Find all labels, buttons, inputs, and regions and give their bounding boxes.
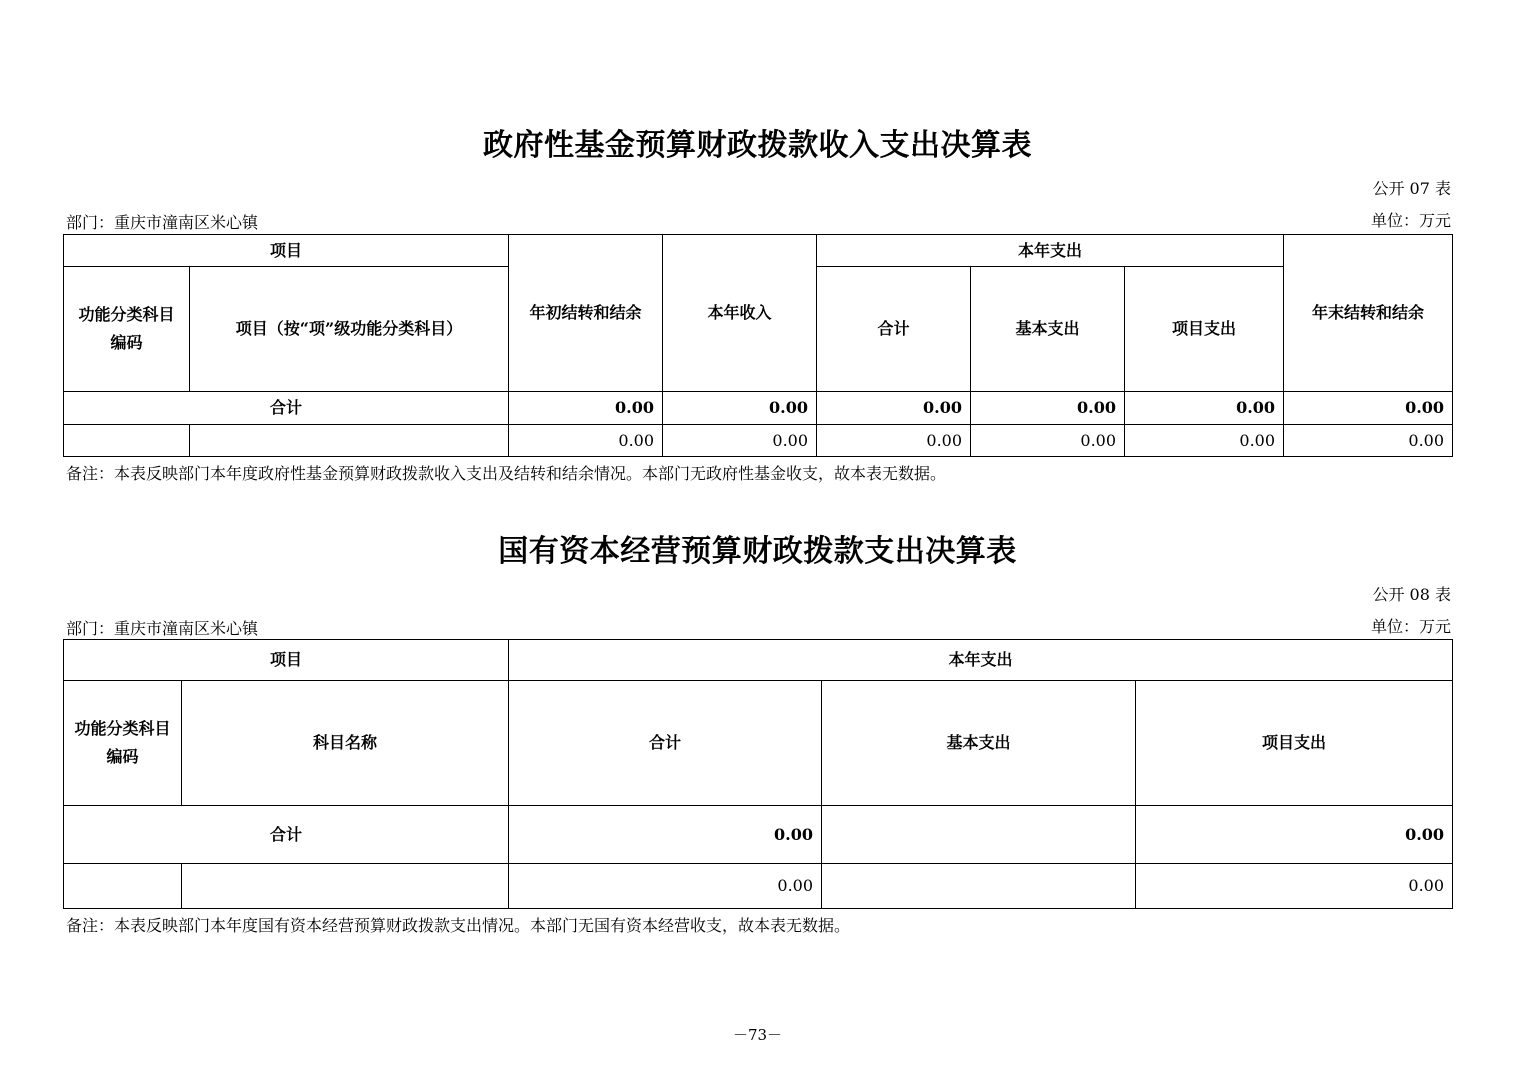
t1-header-project: 项目支出 [1125, 267, 1284, 392]
table2-department: 部门：重庆市潼南区米心镇 [66, 619, 259, 638]
t1-header-func-code: 功能分类科目编码 [64, 267, 190, 392]
t1-header-expense: 本年支出 [817, 235, 1284, 267]
t1-total-basic: 0.00 [971, 392, 1125, 425]
t2-header-expense: 本年支出 [509, 640, 1453, 681]
t1-header-item-name: 项目（按“项”级功能分类科目） [190, 267, 509, 392]
t1-total-project: 0.00 [1125, 392, 1284, 425]
t1-header-end-balance: 年末结转和结余 [1284, 235, 1453, 392]
t2-header-func-code: 功能分类科目编码 [64, 681, 182, 806]
t1-total-income: 0.00 [663, 392, 817, 425]
t2-header-basic: 基本支出 [822, 681, 1136, 806]
t1-header-total: 合计 [817, 267, 971, 392]
t1-header-basic: 基本支出 [971, 267, 1125, 392]
t1-row-basic: 0.00 [971, 425, 1125, 457]
table1-title: 政府性基金预算财政拨款收入支出决算表 [483, 128, 1032, 163]
t2-header-total: 合计 [509, 681, 822, 806]
t1-total-row [64, 392, 1453, 425]
t2-header-project: 项目支出 [1136, 681, 1453, 806]
table1-department: 部门：重庆市潼南区米心镇 [66, 213, 259, 232]
table2-title: 国有资本经营预算财政拨款支出决算表 [498, 534, 1017, 569]
table2-unit: 单位：万元 [1370, 617, 1451, 636]
table2-grid [63, 639, 1453, 909]
t2-total-label: 合计 [64, 806, 509, 864]
t1-row-name [190, 425, 509, 457]
t2-total-project: 0.00 [1136, 806, 1453, 864]
t2-row-project: 0.00 [1136, 864, 1453, 909]
t1-row-total: 0.00 [817, 425, 971, 457]
t1-data-row [64, 425, 1453, 457]
t1-row-project: 0.00 [1125, 425, 1284, 457]
table1-note: 备注：本表反映部门本年度政府性基金预算财政拨款收入支出及结转和结余情况。本部门无政府性基金收支，故本表无数据。 [66, 464, 947, 483]
t2-row-code [64, 864, 182, 909]
table2-code: 公开 08 表 [1372, 585, 1451, 604]
table1-grid [63, 234, 1453, 457]
t1-row-income: 0.00 [663, 425, 817, 457]
t2-row-total: 0.00 [509, 864, 822, 909]
t1-row-code [64, 425, 190, 457]
t1-total-start-balance: 0.00 [509, 392, 663, 425]
t2-header-item: 项目 [64, 640, 509, 681]
t1-header-item: 项目 [64, 235, 509, 267]
t2-total-total: 0.00 [509, 806, 822, 864]
t1-row-end-balance: 0.00 [1284, 425, 1453, 457]
t1-total-label: 合计 [64, 392, 509, 425]
page-number: －73－ [732, 1026, 783, 1044]
t2-row-basic [822, 864, 1136, 909]
t2-total-basic [822, 806, 1136, 864]
t1-total-end-balance: 0.00 [1284, 392, 1453, 425]
table2-note: 备注：本表反映部门本年度国有资本经营预算财政拨款支出情况。本部门无国有资本经营收支，故本表无数据。 [66, 916, 851, 935]
t2-row-name [182, 864, 509, 909]
t2-header-subject-name: 科目名称 [182, 681, 509, 806]
t1-header-income: 本年收入 [663, 235, 817, 392]
t1-row-start-balance: 0.00 [509, 425, 663, 457]
table1-code: 公开 07 表 [1372, 179, 1451, 198]
t1-header-start-balance: 年初结转和结余 [509, 235, 663, 392]
t2-data-row [64, 864, 1453, 909]
table1-unit: 单位：万元 [1370, 211, 1451, 230]
t2-total-row [64, 806, 1453, 864]
t1-total-total: 0.00 [817, 392, 971, 425]
